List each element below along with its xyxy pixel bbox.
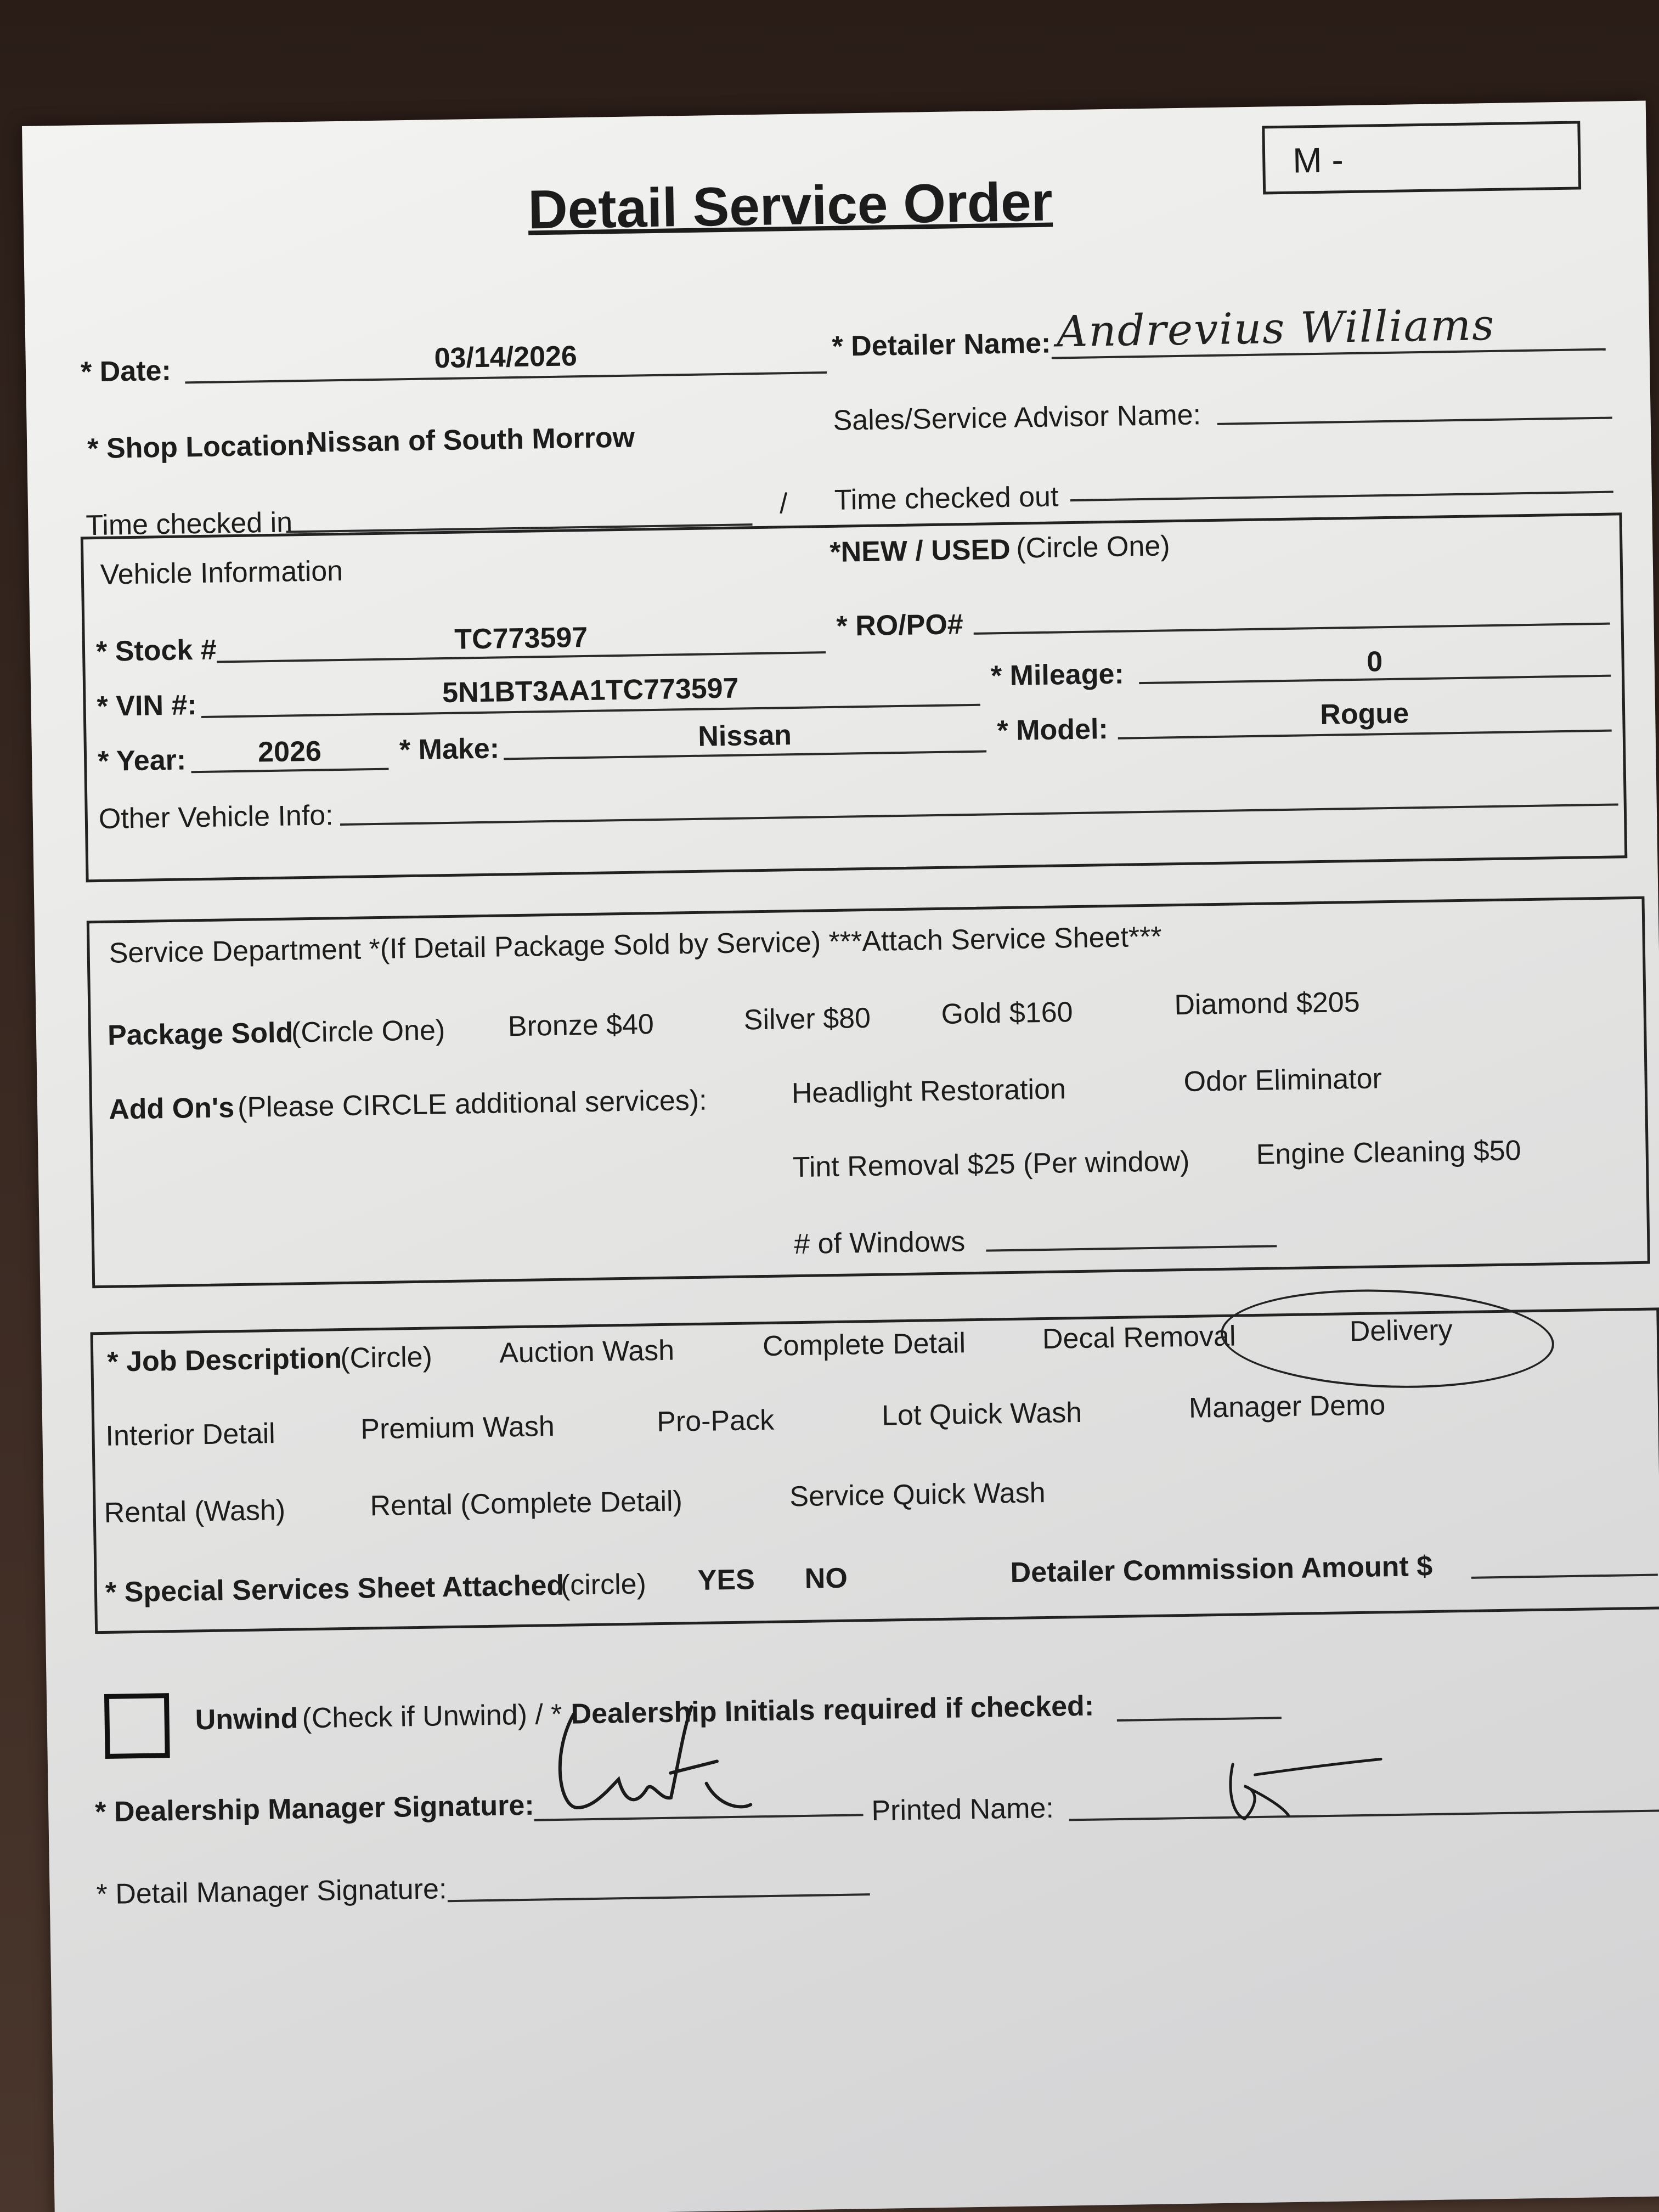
- time-in-label: Time checked in: [85, 506, 293, 542]
- vin-label: * VIN #:: [97, 689, 198, 723]
- date-label: * Date:: [80, 354, 172, 388]
- initials-line: [1117, 1717, 1282, 1722]
- job-complete-detail[interactable]: Complete Detail: [762, 1327, 966, 1363]
- unwind-label: Unwind: [195, 1702, 298, 1736]
- special-no[interactable]: NO: [804, 1562, 848, 1595]
- advisor-label: Sales/Service Advisor Name:: [833, 399, 1201, 437]
- package-note: (Circle One): [291, 1014, 445, 1049]
- package-label: Package Sold: [107, 1017, 294, 1052]
- service-order-sheet: [22, 101, 1659, 2212]
- addon-tint[interactable]: Tint Removal $25 (Per window): [792, 1145, 1190, 1184]
- unwind-note: (Check if Unwind) / *: [302, 1698, 562, 1735]
- time-slash: /: [779, 488, 788, 520]
- job-interior-detail[interactable]: Interior Detail: [105, 1418, 276, 1452]
- addon-odor[interactable]: Odor Eliminator: [1183, 1063, 1383, 1098]
- job-manager-demo[interactable]: Manager Demo: [1188, 1389, 1386, 1424]
- time-out-line: [1070, 491, 1613, 502]
- vehicle-section-label: Vehicle Information: [100, 555, 343, 591]
- job-delivery[interactable]: Delivery: [1349, 1314, 1453, 1348]
- model-value: Rogue: [1319, 697, 1409, 731]
- job-note: (Circle): [340, 1341, 433, 1375]
- unwind-checkbox[interactable]: [104, 1693, 170, 1759]
- year-value: 2026: [257, 735, 322, 769]
- stock-label: * Stock #: [95, 634, 217, 668]
- initials-label: Dealership Initials required if checked:: [571, 1690, 1094, 1730]
- package-diamond[interactable]: Diamond $205: [1173, 986, 1361, 1022]
- date-value: 03/14/2026: [434, 340, 578, 375]
- other-info-label: Other Vehicle Info:: [98, 799, 334, 835]
- detail-manager-label: * Detail Manager Signature:: [96, 1873, 447, 1911]
- form-number-box: [1262, 121, 1581, 194]
- addons-note: (Please CIRCLE additional services):: [237, 1084, 707, 1124]
- job-rental-wash[interactable]: Rental (Wash): [104, 1494, 286, 1529]
- package-bronze[interactable]: Bronze $40: [507, 1008, 654, 1043]
- job-service-quick-wash[interactable]: Service Quick Wash: [789, 1477, 1046, 1513]
- new-used-label: *NEW / USED: [829, 533, 1011, 568]
- job-premium-wash[interactable]: Premium Wash: [360, 1410, 555, 1446]
- advisor-line: [1217, 417, 1612, 425]
- ro-label: * RO/PO#: [836, 608, 964, 642]
- job-rental-complete[interactable]: Rental (Complete Detail): [370, 1485, 683, 1522]
- manager-signature-label: * Dealership Manager Signature:: [94, 1789, 535, 1829]
- package-gold[interactable]: Gold $160: [941, 996, 1074, 1030]
- special-note: (circle): [560, 1568, 647, 1601]
- form-number-label: M -: [1292, 140, 1344, 180]
- year-label: * Year:: [97, 744, 187, 777]
- shop-value: Nissan of South Morrow: [306, 421, 635, 459]
- model-label: * Model:: [997, 713, 1109, 747]
- commission-label: Detailer Commission Amount $: [1010, 1550, 1433, 1589]
- addon-headlight[interactable]: Headlight Restoration: [791, 1073, 1066, 1110]
- stock-value: TC773597: [454, 621, 588, 656]
- package-silver[interactable]: Silver $80: [743, 1002, 871, 1036]
- manager-signature-scribble: [540, 1695, 773, 1830]
- job-auction-wash[interactable]: Auction Wash: [499, 1334, 675, 1369]
- special-yes[interactable]: YES: [697, 1564, 755, 1596]
- new-used-note: (Circle One): [1015, 530, 1170, 565]
- time-out-label: Time checked out: [834, 481, 1059, 516]
- job-pro-pack[interactable]: Pro-Pack: [656, 1404, 775, 1438]
- detail-manager-line: [448, 1893, 870, 1902]
- windows-label: # of Windows: [793, 1226, 966, 1261]
- make-value: Nissan: [697, 719, 792, 753]
- special-label: * Special Services Sheet Attached: [105, 1569, 565, 1609]
- printed-name-label: Printed Name:: [871, 1792, 1054, 1827]
- mileage-value: 0: [1366, 646, 1383, 678]
- service-header: Service Department *(If Detail Package Sold by Service) ***Attach Service Sheet***: [109, 921, 1163, 969]
- shop-label: * Shop Location:: [87, 429, 314, 465]
- detailer-label: * Detailer Name:: [832, 327, 1051, 363]
- job-decal-removal[interactable]: Decal Removal: [1042, 1320, 1236, 1356]
- vin-value: 5N1BT3AA1TC773597: [442, 672, 739, 709]
- make-label: * Make:: [399, 732, 500, 766]
- detailer-signature: Andrevius Williams: [1056, 300, 1496, 357]
- printed-name-scribble: [1222, 1751, 1387, 1830]
- job-label: * Job Description: [106, 1342, 342, 1378]
- job-lot-quick-wash[interactable]: Lot Quick Wash: [881, 1396, 1082, 1432]
- addons-label: Add On's: [108, 1092, 235, 1126]
- form-title: Detail Service Order: [527, 171, 1053, 241]
- addon-engine[interactable]: Engine Cleaning $50: [1256, 1135, 1521, 1171]
- mileage-label: * Mileage:: [990, 658, 1125, 692]
